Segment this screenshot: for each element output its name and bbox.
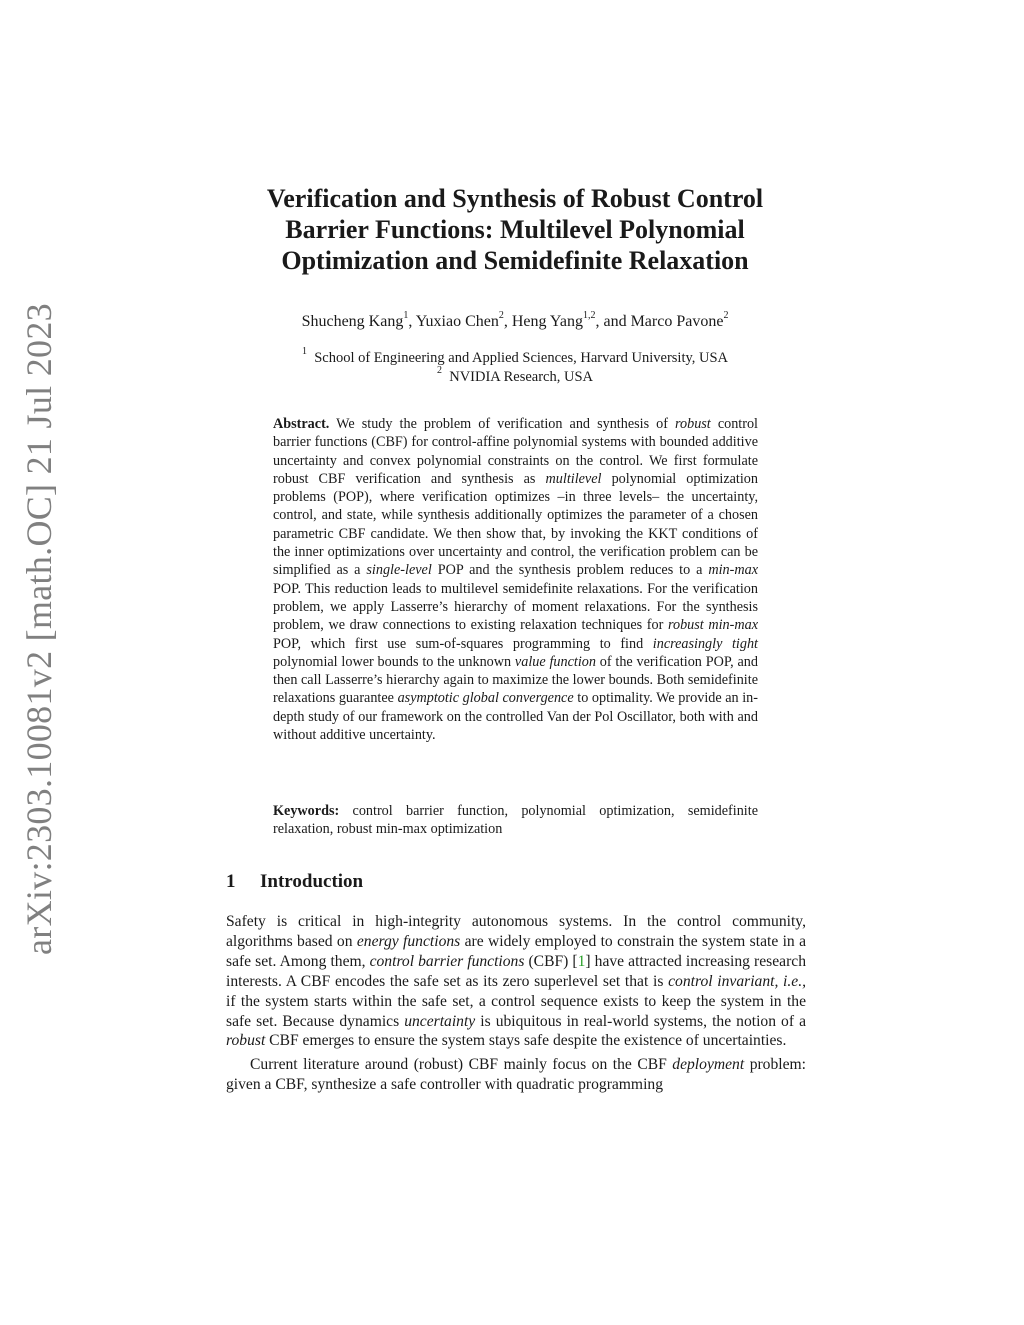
paper-title — [220, 183, 810, 276]
text-run: control barrier functions (CBF) for control-affine polynomial systems with bounded additive uncertainty and convex polynomial constraints on the control. We first formulate robust CBF verification and synthesis as — [273, 416, 759, 487]
title-line: Barrier Functions: Multilevel Polynomial — [285, 215, 745, 244]
author-affiliation-mark: 1,2 — [582, 309, 596, 321]
text-run: of the verification POP, and then call Lasserre’s hierarchy again to maximize the lower bounds. Both semidefinite relaxations guarantee — [273, 653, 758, 707]
text-run: ] have attracted increasing research interests. A CBF encodes the safe set as its zero superlevel set that is — [226, 952, 806, 990]
text-run: We study the problem of verification and synthesis of — [329, 416, 676, 432]
section-title: Introduction — [260, 871, 364, 892]
text-run: polynomial optimization problems (POP), where verification optimizes –in three levels– the uncertainty, control, and state, while synthesis additionally optimizes the parameter of a chosen parametric CBF candidate. We then show that, by invoking the KKT conditions of the inner optimizations over uncertainty and control, the verification problem can be simplified as a — [273, 470, 758, 579]
affiliation — [220, 346, 810, 368]
author-name: Shucheng Kang — [301, 313, 404, 330]
text-run: problem: given a CBF, synthesize a safe controller with quadratic programming — [226, 1056, 806, 1094]
emphasized-text: robust — [675, 416, 711, 432]
author-list — [220, 309, 810, 331]
author-name: Marco Pavone — [630, 313, 724, 330]
text-run: POP, which first use sum-of-squares programming to find — [273, 635, 653, 652]
author-name: Heng Yang — [511, 313, 583, 330]
author-name: Yuxiao Chen — [415, 313, 499, 330]
keywords-label: Keywords: — [273, 803, 340, 819]
text-run: CBF emerges to ensure the system stays safe despite the existence of uncertainties. — [265, 1032, 787, 1050]
text-run: polynomial lower bounds to the unknown — [273, 653, 515, 670]
emphasized-text: energy functions — [356, 932, 461, 950]
section-number: 1 — [226, 871, 236, 892]
emphasized-text: single-level — [366, 562, 432, 579]
author-affiliation-mark: 1 — [403, 309, 409, 321]
text-run: Safety is critical in high-integrity autonomous systems. In the control community, algorithms based on — [226, 913, 806, 950]
emphasized-text: deployment — [672, 1056, 745, 1074]
title-line: Verification and Synthesis of Robust Control — [266, 184, 764, 213]
text-run: if the system starts within the safe set, a control sequence exists to keep the system in the safe set. Because dynamics — [226, 992, 806, 1030]
arxiv-identifier: arXiv:2303.10081v2 [math.OC] 21 Jul 2023 — [19, 303, 59, 955]
affiliation — [220, 365, 810, 387]
section-heading — [226, 871, 363, 893]
author-separator: , — [408, 313, 416, 330]
author-affiliation-mark: 2 — [723, 309, 729, 321]
author-separator: , — [503, 313, 512, 330]
keywords — [273, 802, 758, 839]
emphasized-text: increasingly tight — [652, 635, 758, 652]
abstract — [273, 415, 758, 744]
keywords-text: control barrier function, polynomial optimization, semidefinite relaxation, robust min-max optimization — [273, 803, 758, 838]
text-run: is ubiquitous in real-world systems, the notion of a — [475, 1012, 806, 1030]
text-run: are widely employed to constrain the system state in a safe set. Among them, — [226, 932, 806, 970]
affiliation-text: School of Engineering and Applied Sciences, Harvard University, USA — [314, 350, 729, 366]
affiliation-mark: 2 — [436, 365, 442, 377]
emphasized-text: multilevel — [545, 470, 602, 487]
author-separator: , and — [595, 313, 631, 330]
citation-link[interactable]: 1 — [577, 952, 586, 970]
paragraph — [226, 912, 806, 1051]
paragraph — [226, 1055, 806, 1095]
introduction-body — [226, 912, 806, 1095]
emphasized-text: asymptotic global convergence — [397, 690, 574, 707]
abstract-body — [273, 416, 758, 743]
affiliation-list — [220, 346, 810, 387]
emphasized-text: value function — [514, 653, 596, 670]
affiliation-text: NVIDIA Research, USA — [449, 369, 593, 385]
abstract-label: Abstract. — [273, 416, 330, 432]
title-line: Optimization and Semidefinite Relaxation — [281, 246, 749, 275]
text-run: POP. This reduction leads to multilevel semidefinite relaxations. For the verification problem, we apply Lasserre’s hierarchy of moment relaxations. For the synthesis problem, we draw connections to existing relaxation techniques for — [273, 580, 758, 634]
text-run: POP and the synthesis problem reduces to a — [431, 562, 709, 579]
emphasized-text: control invariant, i.e., — [668, 972, 806, 990]
emphasized-text: robust — [226, 1032, 266, 1050]
text-run: (CBF) [ — [524, 952, 578, 970]
emphasized-text: robust min-max — [667, 617, 758, 634]
emphasized-text: control barrier functions — [369, 952, 525, 970]
emphasized-text: min-max — [708, 562, 758, 579]
affiliation-mark: 1 — [301, 346, 307, 358]
text-run: to optimality. We provide an in-depth study of our framework on the controlled Van der Pol Oscillator, both with and without additive uncertainty. — [273, 690, 758, 744]
text-run: Current literature around (robust) CBF mainly focus on the CBF — [250, 1056, 673, 1074]
emphasized-text: uncertainty — [404, 1012, 476, 1030]
author-affiliation-mark: 2 — [498, 309, 504, 321]
